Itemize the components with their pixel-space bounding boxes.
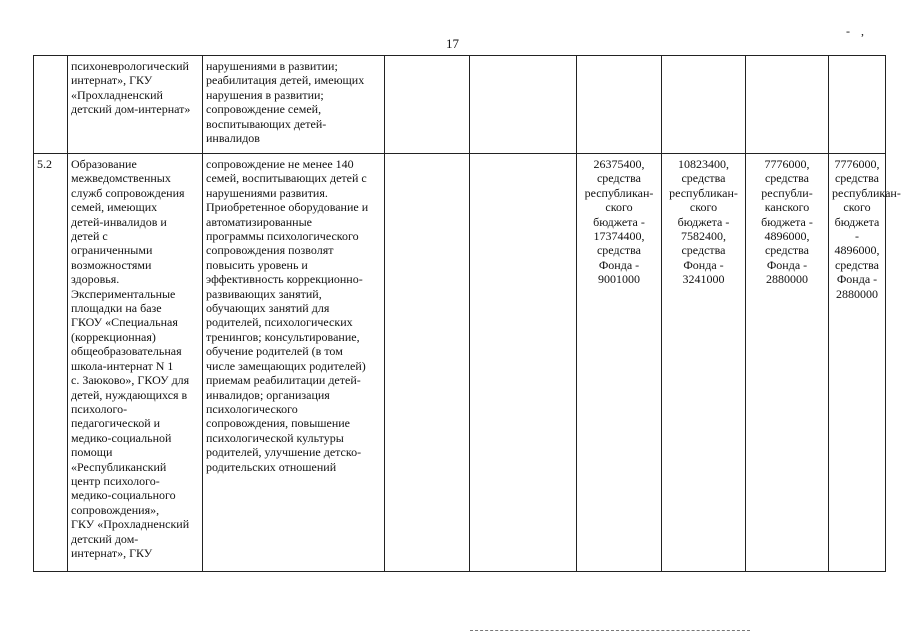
funding-year1-cell [662, 56, 746, 154]
funding-year1-cell: 10823400, средства республикан- ского бюджета - 7582400, средства Фонда - 3241000 [662, 154, 746, 572]
corner-mark: - , [846, 24, 868, 38]
funding-year3-cell: 7776000, средства республикан- ского бюджета - 4896000, средства Фонда - 2880000 [829, 154, 886, 572]
funding-total-cell [577, 56, 662, 154]
empty-cell [470, 56, 577, 154]
funding-year3-cell [829, 56, 886, 154]
empty-cell [385, 154, 470, 572]
activity-name-cell: Образование межведомственных служб сопровождения семей, имеющих детей-инвалидов и детей с ограниченными возможностями здоровья. Экспериментальные площадки на базе ГКОУ «Специальная (коррекционная) общеобразовательная школа-интернат N 1 с. Заюково», ГКОУ для детей, нуждающихся в психолого- педагогической и медико-социальной помощи «Республиканский центр психолого- медико-социального сопровождения», ГКУ «Прохладненский детский дом- интернат», ГКУ [68, 154, 203, 572]
page-number: 17 [446, 36, 459, 51]
expected-result-cell: сопровождение не менее 140 семей, воспитывающих детей с нарушениями развития. Приобретенное оборудование и автоматизированные программы психологического сопровождения позволят повысить уровень и эффективность коррекционно- развивающих занятий, обучающих занятий для родителей, психологических тренингов; консультирование, обучение родителей (в том числе замещающих родителей) приемам реабилитации детей- инвалидов; организация психологического сопровождения, повышение психологической культуры родителей, улучшение детско- родительских отношений [203, 154, 385, 572]
funding-total-cell: 26375400, средства республикан- ского бюджета - 17374400, средства Фонда - 9001000 [577, 154, 662, 572]
program-table [33, 55, 901, 572]
empty-cell [385, 56, 470, 154]
funding-year2-cell: 7776000, средства республи- канского бюджета - 4896000, средства Фонда - 2880000 [746, 154, 829, 572]
funding-year2-cell [746, 56, 829, 154]
row-number-cell: 5.2 [34, 154, 68, 572]
table-row [34, 154, 886, 572]
empty-cell [470, 154, 577, 572]
activity-name-cell: психоневрологический интернат», ГКУ «Прохладненский детский дом-интернат» [68, 56, 203, 154]
scan-artifact-line [470, 630, 750, 633]
expected-result-cell: нарушениями в развитии; реабилитация детей, имеющих нарушения в развитии; сопровождение семей, воспитывающих детей- инвалидов [203, 56, 385, 154]
table-row [34, 56, 886, 154]
row-number-cell [34, 56, 68, 154]
